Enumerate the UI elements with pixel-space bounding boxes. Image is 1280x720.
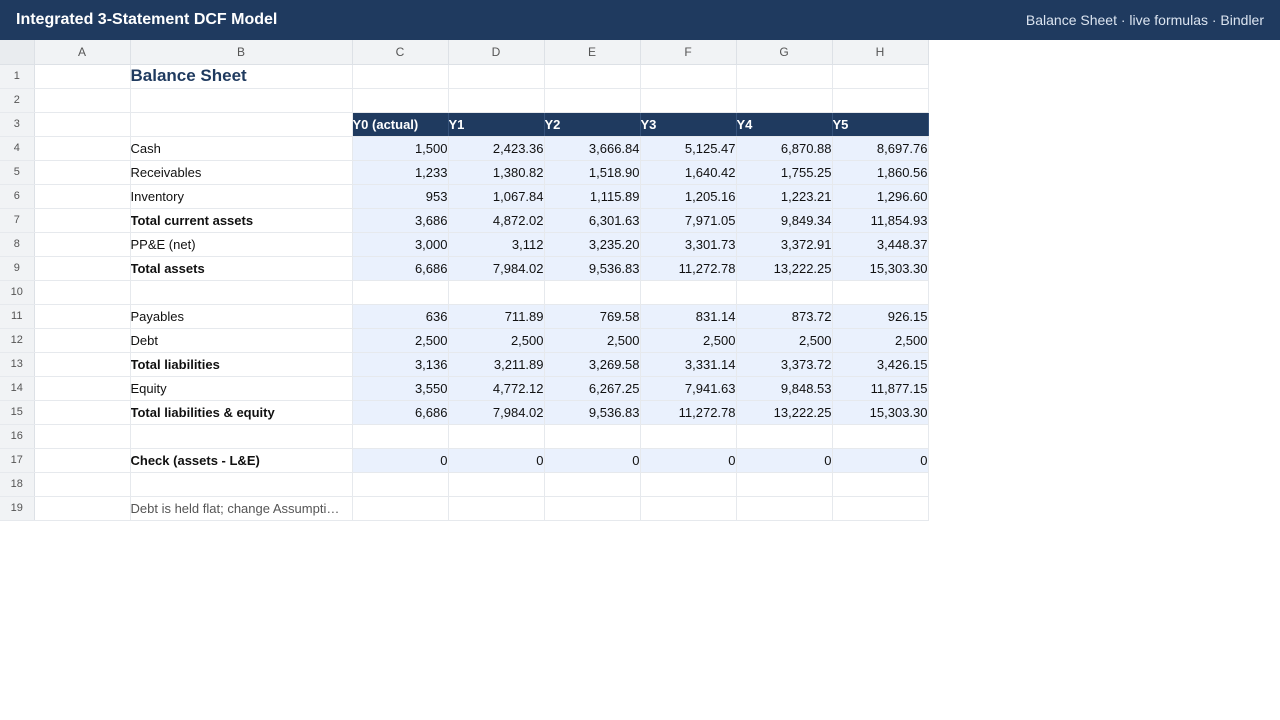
cell-a[interactable] xyxy=(34,352,130,376)
value-cell[interactable]: 3,426.15 xyxy=(832,352,928,376)
empty-cell[interactable] xyxy=(544,88,640,112)
value-cell[interactable]: 1,115.89 xyxy=(544,184,640,208)
empty-cell[interactable] xyxy=(640,424,736,448)
value-cell[interactable]: 3,550 xyxy=(352,376,448,400)
value-cell[interactable]: 6,870.88 xyxy=(736,136,832,160)
sheet-row xyxy=(0,64,928,88)
value-cell[interactable]: 3,372.91 xyxy=(736,232,832,256)
empty-cell[interactable] xyxy=(640,280,736,304)
sheet-title: Balance Sheet xyxy=(130,66,247,85)
sheet-row xyxy=(0,256,928,280)
period-header-cell[interactable]: Y0 (actual) xyxy=(352,112,448,136)
cell-a[interactable] xyxy=(34,64,130,88)
sheet-row xyxy=(0,160,928,184)
value-cell[interactable]: 11,272.78 xyxy=(640,400,736,424)
row-number[interactable]: 5 xyxy=(0,160,34,184)
cell-a[interactable] xyxy=(34,304,130,328)
value-cell[interactable]: 11,877.15 xyxy=(832,376,928,400)
note-cell[interactable]: Debt is held flat; change Assumpti… xyxy=(130,496,352,520)
value-cell[interactable]: 0 xyxy=(640,448,736,472)
cell-a[interactable] xyxy=(34,400,130,424)
value-cell[interactable]: 7,984.02 xyxy=(448,400,544,424)
value-cell[interactable]: 3,666.84 xyxy=(544,136,640,160)
row-number[interactable]: 16 xyxy=(0,424,34,448)
value-cell[interactable]: 6,301.63 xyxy=(544,208,640,232)
empty-cell[interactable] xyxy=(448,424,544,448)
cell-a[interactable] xyxy=(34,376,130,400)
cell-b[interactable] xyxy=(130,112,352,136)
value-cell[interactable]: 1,380.82 xyxy=(448,160,544,184)
cell-b[interactable] xyxy=(130,280,352,304)
empty-cell[interactable] xyxy=(544,472,640,496)
value-cell[interactable]: 8,697.76 xyxy=(832,136,928,160)
spreadsheet xyxy=(0,40,1280,521)
value-cell[interactable]: 1,223.21 xyxy=(736,184,832,208)
row-number[interactable]: 12 xyxy=(0,328,34,352)
value-cell[interactable]: 0 xyxy=(544,448,640,472)
value-cell[interactable]: 9,536.83 xyxy=(544,400,640,424)
column-header-h[interactable]: H xyxy=(832,40,928,64)
period-header-cell[interactable]: Y5 xyxy=(832,112,928,136)
value-cell[interactable]: 953 xyxy=(352,184,448,208)
empty-cell[interactable] xyxy=(352,64,448,88)
empty-cell[interactable] xyxy=(640,88,736,112)
sheet-grid xyxy=(0,40,929,521)
empty-cell[interactable] xyxy=(352,280,448,304)
row-number[interactable]: 7 xyxy=(0,208,34,232)
cell-a[interactable] xyxy=(34,136,130,160)
value-cell[interactable]: 3,211.89 xyxy=(448,352,544,376)
value-cell[interactable]: 1,067.84 xyxy=(448,184,544,208)
cell-b[interactable] xyxy=(130,424,352,448)
cell-a[interactable] xyxy=(34,232,130,256)
value-cell[interactable]: 7,941.63 xyxy=(640,376,736,400)
empty-cell[interactable] xyxy=(736,472,832,496)
period-header-cell[interactable]: Y1 xyxy=(448,112,544,136)
value-cell[interactable]: 9,536.83 xyxy=(544,256,640,280)
value-cell[interactable]: 3,686 xyxy=(352,208,448,232)
empty-cell[interactable] xyxy=(736,496,832,520)
value-cell[interactable]: 831.14 xyxy=(640,304,736,328)
cell-a[interactable] xyxy=(34,208,130,232)
value-cell[interactable]: 0 xyxy=(448,448,544,472)
cell-a[interactable] xyxy=(34,112,130,136)
empty-cell[interactable] xyxy=(448,64,544,88)
value-cell[interactable]: 15,303.30 xyxy=(832,400,928,424)
value-cell[interactable]: 5,125.47 xyxy=(640,136,736,160)
row-label-cell[interactable]: Total assets xyxy=(130,256,352,280)
value-cell[interactable]: 769.58 xyxy=(544,304,640,328)
sheet-row xyxy=(0,376,928,400)
period-header-cell[interactable]: Y3 xyxy=(640,112,736,136)
sheet-row xyxy=(0,184,928,208)
value-cell[interactable]: 3,448.37 xyxy=(832,232,928,256)
value-cell[interactable]: 3,301.73 xyxy=(640,232,736,256)
period-header-cell[interactable]: Y4 xyxy=(736,112,832,136)
sheet-row xyxy=(0,352,928,376)
value-cell[interactable]: 9,848.53 xyxy=(736,376,832,400)
cell-a[interactable] xyxy=(34,184,130,208)
empty-cell[interactable] xyxy=(736,64,832,88)
value-cell[interactable]: 2,500 xyxy=(736,328,832,352)
column-header-c[interactable]: C xyxy=(352,40,448,64)
sheet-row xyxy=(0,424,928,448)
value-cell[interactable]: 1,860.56 xyxy=(832,160,928,184)
value-cell[interactable]: 2,500 xyxy=(448,328,544,352)
value-cell[interactable]: 926.15 xyxy=(832,304,928,328)
value-cell[interactable]: 7,984.02 xyxy=(448,256,544,280)
row-number[interactable]: 2 xyxy=(0,88,34,112)
empty-cell[interactable] xyxy=(448,472,544,496)
row-label-cell[interactable]: Debt xyxy=(130,328,352,352)
sheet-title-cell[interactable] xyxy=(130,64,352,88)
value-cell[interactable]: 1,233 xyxy=(352,160,448,184)
row-label-cell[interactable]: Total liabilities & equity xyxy=(130,400,352,424)
empty-cell[interactable] xyxy=(736,280,832,304)
empty-cell[interactable] xyxy=(832,424,928,448)
column-header-g[interactable]: G xyxy=(736,40,832,64)
value-cell[interactable]: 11,272.78 xyxy=(640,256,736,280)
value-cell[interactable]: 13,222.25 xyxy=(736,400,832,424)
value-cell[interactable]: 3,235.20 xyxy=(544,232,640,256)
cell-a[interactable] xyxy=(34,256,130,280)
value-cell[interactable]: 3,000 xyxy=(352,232,448,256)
value-cell[interactable]: 6,686 xyxy=(352,256,448,280)
row-label-cell[interactable]: PP&E (net) xyxy=(130,232,352,256)
value-cell[interactable]: 1,640.42 xyxy=(640,160,736,184)
value-cell[interactable]: 2,423.36 xyxy=(448,136,544,160)
sheet-row xyxy=(0,280,928,304)
app-titlebar xyxy=(0,0,1280,40)
cell-a[interactable] xyxy=(34,424,130,448)
app-title: Integrated 3-Statement DCF Model xyxy=(16,11,278,28)
sheet-row xyxy=(0,136,928,160)
row-label-cell[interactable]: Equity xyxy=(130,376,352,400)
row-label-cell[interactable]: Inventory xyxy=(130,184,352,208)
row-number[interactable]: 9 xyxy=(0,256,34,280)
cell-a[interactable] xyxy=(34,328,130,352)
column-header-b[interactable]: B xyxy=(130,40,352,64)
column-header-f[interactable]: F xyxy=(640,40,736,64)
value-cell[interactable]: 7,971.05 xyxy=(640,208,736,232)
empty-cell[interactable] xyxy=(544,496,640,520)
value-cell[interactable]: 4,872.02 xyxy=(448,208,544,232)
empty-cell[interactable] xyxy=(736,424,832,448)
row-number[interactable]: 6 xyxy=(0,184,34,208)
empty-cell[interactable] xyxy=(832,88,928,112)
cell-b[interactable] xyxy=(130,88,352,112)
row-number[interactable]: 15 xyxy=(0,400,34,424)
row-number[interactable]: 11 xyxy=(0,304,34,328)
value-cell[interactable]: 636 xyxy=(352,304,448,328)
value-cell[interactable]: 2,500 xyxy=(832,328,928,352)
empty-cell[interactable] xyxy=(448,496,544,520)
value-cell[interactable]: 9,849.34 xyxy=(736,208,832,232)
empty-cell[interactable] xyxy=(832,496,928,520)
cell-b[interactable] xyxy=(130,472,352,496)
value-cell[interactable]: 1,755.25 xyxy=(736,160,832,184)
row-number[interactable]: 18 xyxy=(0,472,34,496)
value-cell[interactable]: 3,112 xyxy=(448,232,544,256)
period-header-cell[interactable]: Y2 xyxy=(544,112,640,136)
value-cell[interactable]: 1,518.90 xyxy=(544,160,640,184)
value-cell[interactable]: 873.72 xyxy=(736,304,832,328)
value-cell[interactable]: 6,267.25 xyxy=(544,376,640,400)
empty-cell[interactable] xyxy=(736,88,832,112)
empty-cell[interactable] xyxy=(640,496,736,520)
empty-cell[interactable] xyxy=(544,64,640,88)
row-number[interactable]: 3 xyxy=(0,112,34,136)
row-number[interactable]: 17 xyxy=(0,448,34,472)
sheet-row xyxy=(0,496,928,520)
sheet-row xyxy=(0,448,928,472)
row-label-cell[interactable]: Total liabilities xyxy=(130,352,352,376)
row-label-cell[interactable]: Cash xyxy=(130,136,352,160)
row-number[interactable]: 8 xyxy=(0,232,34,256)
empty-cell[interactable] xyxy=(448,88,544,112)
empty-cell[interactable] xyxy=(832,472,928,496)
value-cell[interactable]: 11,854.93 xyxy=(832,208,928,232)
sheet-row xyxy=(0,304,928,328)
empty-cell[interactable] xyxy=(352,496,448,520)
value-cell[interactable]: 711.89 xyxy=(448,304,544,328)
sheet-row xyxy=(0,328,928,352)
row-label-cell[interactable]: Receivables xyxy=(130,160,352,184)
sheet-row xyxy=(0,208,928,232)
column-header-e[interactable]: E xyxy=(544,40,640,64)
cell-a[interactable] xyxy=(34,280,130,304)
sheet-row xyxy=(0,400,928,424)
value-cell[interactable]: 15,303.30 xyxy=(832,256,928,280)
empty-cell[interactable] xyxy=(352,472,448,496)
value-cell[interactable]: 0 xyxy=(352,448,448,472)
value-cell[interactable]: 4,772.12 xyxy=(448,376,544,400)
empty-cell[interactable] xyxy=(352,88,448,112)
row-number[interactable]: 1 xyxy=(0,64,34,88)
value-cell[interactable]: 2,500 xyxy=(544,328,640,352)
row-number[interactable]: 14 xyxy=(0,376,34,400)
value-cell[interactable]: 6,686 xyxy=(352,400,448,424)
value-cell[interactable]: 2,500 xyxy=(352,328,448,352)
value-cell[interactable]: 3,269.58 xyxy=(544,352,640,376)
row-number[interactable]: 19 xyxy=(0,496,34,520)
value-cell[interactable]: 3,373.72 xyxy=(736,352,832,376)
empty-cell[interactable] xyxy=(640,64,736,88)
value-cell[interactable]: 2,500 xyxy=(640,328,736,352)
column-header-d[interactable]: D xyxy=(448,40,544,64)
empty-cell[interactable] xyxy=(544,424,640,448)
row-label-cell[interactable]: Check (assets - L&E) xyxy=(130,448,352,472)
column-header-a[interactable]: A xyxy=(34,40,130,64)
empty-cell[interactable] xyxy=(640,472,736,496)
column-header-row xyxy=(0,40,928,64)
value-cell[interactable]: 13,222.25 xyxy=(736,256,832,280)
row-label-cell[interactable]: Total current assets xyxy=(130,208,352,232)
value-cell[interactable]: 1,500 xyxy=(352,136,448,160)
row-label-cell[interactable]: Payables xyxy=(130,304,352,328)
select-all-corner[interactable] xyxy=(0,40,34,64)
empty-cell[interactable] xyxy=(352,424,448,448)
cell-a[interactable] xyxy=(34,448,130,472)
value-cell[interactable]: 3,136 xyxy=(352,352,448,376)
cell-a[interactable] xyxy=(34,160,130,184)
value-cell[interactable]: 0 xyxy=(736,448,832,472)
empty-cell[interactable] xyxy=(544,280,640,304)
cell-a[interactable] xyxy=(34,496,130,520)
row-number[interactable]: 10 xyxy=(0,280,34,304)
sheet-row xyxy=(0,472,928,496)
cell-a[interactable] xyxy=(34,472,130,496)
empty-cell[interactable] xyxy=(832,64,928,88)
value-cell[interactable]: 0 xyxy=(832,448,928,472)
empty-cell[interactable] xyxy=(832,280,928,304)
empty-cell[interactable] xyxy=(448,280,544,304)
app-meta: Balance Sheet · live formulas · Bindler xyxy=(1025,12,1264,28)
value-cell[interactable]: 3,331.14 xyxy=(640,352,736,376)
sheet-row xyxy=(0,232,928,256)
value-cell[interactable]: 1,205.16 xyxy=(640,184,736,208)
row-number[interactable]: 13 xyxy=(0,352,34,376)
cell-a[interactable] xyxy=(34,88,130,112)
sheet-row xyxy=(0,112,928,136)
value-cell[interactable]: 1,296.60 xyxy=(832,184,928,208)
row-number[interactable]: 4 xyxy=(0,136,34,160)
sheet-row xyxy=(0,88,928,112)
